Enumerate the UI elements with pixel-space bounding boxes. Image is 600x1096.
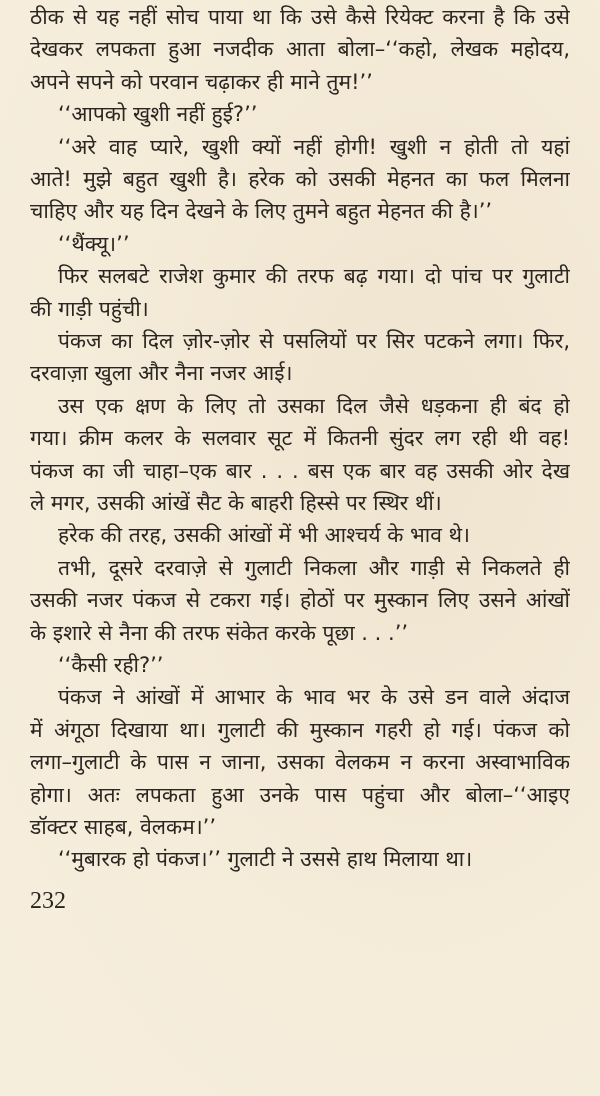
- text-line: ‘‘थैंक्यू।’’: [58, 231, 130, 256]
- text-line: की गाड़ी पहुंची।: [30, 296, 149, 321]
- text-line: होगा। अतः लपकता हुआ उनके पास पहुंचा और बोला–‘‘आइए: [30, 782, 570, 807]
- text-line: पंकज ने आंखों में आभार के भाव भर के उसे डन वाले अंदाज: [58, 685, 570, 710]
- text-line: तभी, दूसरे दरवाज़े से गुलाटी निकला और गाड़ी से निकलते ही: [58, 555, 570, 580]
- text-line: ‘‘कैसी रही?’’: [58, 653, 164, 677]
- text-line: गया। क्रीम कलर के सलवार सूट में कितनी सुंदर लग रही थी वह!: [30, 426, 570, 451]
- text-line: उसकी नजर पंकज से टकरा गई। होठों पर मुस्कान लिए उसने आंखों: [30, 588, 570, 613]
- text-line: पंकज का जी चाहा–एक बार . . . बस एक बार वह उसकी ओर देख: [30, 458, 570, 483]
- text-line: ठीक से यह नहीं सोच पाया था कि उसे कैसे रियेक्ट करना है कि उसे: [30, 5, 570, 29]
- text-line: देखकर लपकता हुआ नजदीक आता बोला–‘‘कहो, लेखक महोदय,: [30, 37, 570, 62]
- text-line: ‘‘मुबारक हो पंकज।’’ गुलाटी ने उससे हाथ मिलाया था।: [58, 847, 473, 872]
- text-line: हरेक की तरह, उसकी आंखों में भी आश्चर्य के भाव थे।: [58, 523, 470, 548]
- text-line: अपने सपने को परवान चढ़ाकर ही माने तुम!’’: [30, 69, 373, 94]
- text-line: दरवाज़ा खुला और नैना नजर आई।: [30, 361, 293, 386]
- text-line: चाहिए और यह दिन देखने के लिए तुमने बहुत मेहनत की है।’’: [30, 199, 493, 224]
- text-line: आते! मुझे बहुत खुशी है। हरेक को उसकी मेहनत का फल मिलना: [30, 167, 570, 191]
- text-line: लगा–गुलाटी के पास न जाना, उसका वेलकम न करना अस्वाभाविक: [30, 750, 570, 775]
- text-line: ले मगर, उसकी आंखें सैट के बाहरी हिस्से पर स्थिर थीं।: [30, 491, 442, 515]
- text-line: ‘‘आपको खुशी नहीं हुई?’’: [58, 102, 258, 127]
- text-line: के इशारे से नैना की तरफ संकेत करके पूछा . . .’’: [30, 620, 409, 645]
- text-line: पंकज का दिल ज़ोर-ज़ोर से पसलियों पर सिर पटकने लगा। फिर,: [58, 329, 570, 353]
- text-line: उस एक क्षण के लिए तो उसका दिल जैसे धड़कना ही बंद हो: [58, 393, 570, 418]
- text-line: में अंगूठा दिखाया था। गुलाटी की मुस्कान गहरी हो गई। पंकज को: [30, 717, 570, 742]
- text-line: ‘‘अरे वाह प्यारे, खुशी क्यों नहीं होगी! खुशी न होती तो यहां: [58, 134, 570, 159]
- text-line: डॉक्टर साहब, वेलकम।’’: [30, 815, 217, 839]
- text-line: फिर सलबटे राजेश कुमार की तरफ बढ़ गया। दो पांच पर गुलाटी: [58, 264, 570, 289]
- page-number: 232: [30, 888, 66, 914]
